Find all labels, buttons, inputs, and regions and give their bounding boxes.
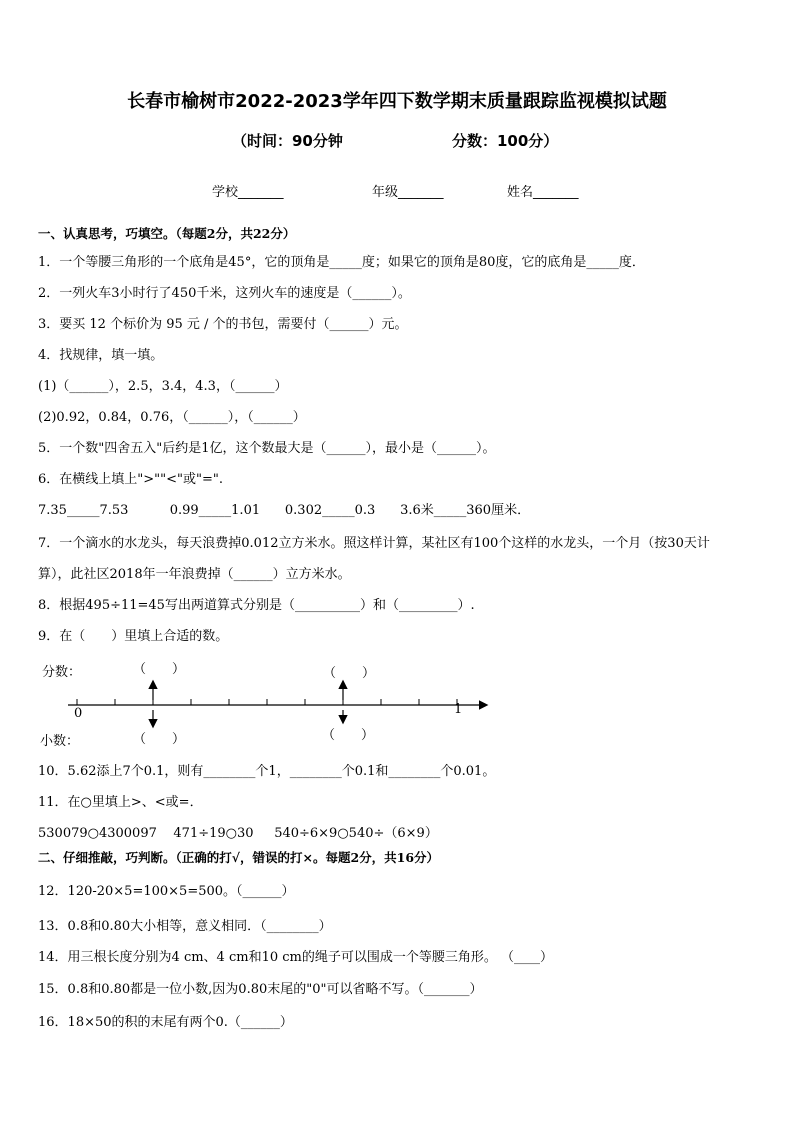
question-7-line1: 7．一个滴水的水龙头，每天浪费掉0.012立方米水。照这样计算，某社区有100个这样的水龙头，一个月（按30天计 — [38, 536, 710, 551]
section2-heading: 二、仔细推敲，巧判断。（正确的打√，错误的打×。每题2分，共16分） — [38, 850, 440, 865]
number-line-ticks — [77, 699, 457, 705]
fraction-blank-2: （ ） — [323, 666, 376, 681]
question-1: 1．一个等腰三角形的一个底角是45°，它的顶角是_____度；如果它的顶角是80度，它的底角是_____度． — [38, 255, 645, 270]
question-16: 16．18×50的积的末尾有两个0.（______） — [38, 1015, 293, 1030]
question-15: 15．0.8和0.80都是一位小数,因为0.80末尾的"0"可以省略不写。（_______） — [38, 982, 483, 997]
zero-label: 0 — [74, 706, 83, 721]
question-12: 12．120-20×5=100×5=500。（______） — [38, 884, 295, 899]
one-label: 1 — [454, 702, 463, 717]
exam-time: （时间：90分钟 — [232, 132, 343, 150]
question-3: 3．要买 12 个标价为 95 元 / 个的书包，需要付（______）元。 — [38, 317, 408, 332]
decimal-blank-1: （ ） — [133, 732, 186, 747]
page-title: 长春市榆树市2022-2023学年四下数学期末质量跟踪监视模拟试题 — [127, 91, 667, 112]
question-4: 4．找规律，填一填。 — [38, 348, 164, 363]
question-6: 6．在横线上填上">""<"或"=". — [38, 472, 223, 487]
question-4-2: (2)0.92，0.84，0.76，（______），（______） — [38, 410, 306, 425]
exam-score: 分数：100分） — [452, 132, 559, 150]
question-4-1: (1)（______），2.5，3.4，4.3，（______） — [38, 379, 288, 394]
question-11-items: 530079○4300097 471÷19○30 540÷6×9○540÷（6×9） — [38, 826, 438, 841]
question-8: 8．根据495÷11=45写出两道算式分别是（__________）和（_________）. — [38, 598, 475, 613]
section1-heading: 一、认真思考，巧填空。（每题2分，共22分） — [38, 226, 296, 241]
fraction-blank-1: （ ） — [133, 662, 186, 677]
grade-field[interactable]: 年级_______ — [372, 185, 444, 200]
question-6-items: 7.35_____7.53 0.99_____1.01 0.302_____0.3 3.6米_____360厘米． — [38, 503, 531, 518]
question-14: 14．用三根长度分别为4 cm、4 cm和10 cm的绳子可以围成一个等腰三角形。 （____） — [38, 950, 553, 965]
fraction-label: 分数： — [42, 665, 82, 680]
name-field[interactable]: 姓名_______ — [507, 185, 579, 200]
question-11: 11．在○里填上>、<或=． — [38, 795, 203, 810]
question-5: 5．一个数"四舍五入"后约是1亿，这个数最大是（______），最小是（______）。 — [38, 441, 496, 456]
question-9: 9．在（ ）里填上合适的数。 — [38, 629, 229, 644]
question-13: 13．0.8和0.80大小相等，意义相同．（________） — [38, 919, 332, 934]
question-7-line2: 算），此社区2018年一年浪费掉（______）立方米水。 — [38, 567, 351, 582]
question-10: 10．5.62添上7个0.1，则有________个1，________个0.1和________个0.01。 — [38, 764, 496, 779]
school-field[interactable]: 学校_______ — [212, 185, 284, 200]
decimal-blank-2: （ ） — [322, 728, 375, 743]
decimal-label: 小数： — [40, 734, 80, 749]
question-2: 2．一列火车3小时行了450千米，这列火车的速度是（______）。 — [38, 286, 411, 301]
